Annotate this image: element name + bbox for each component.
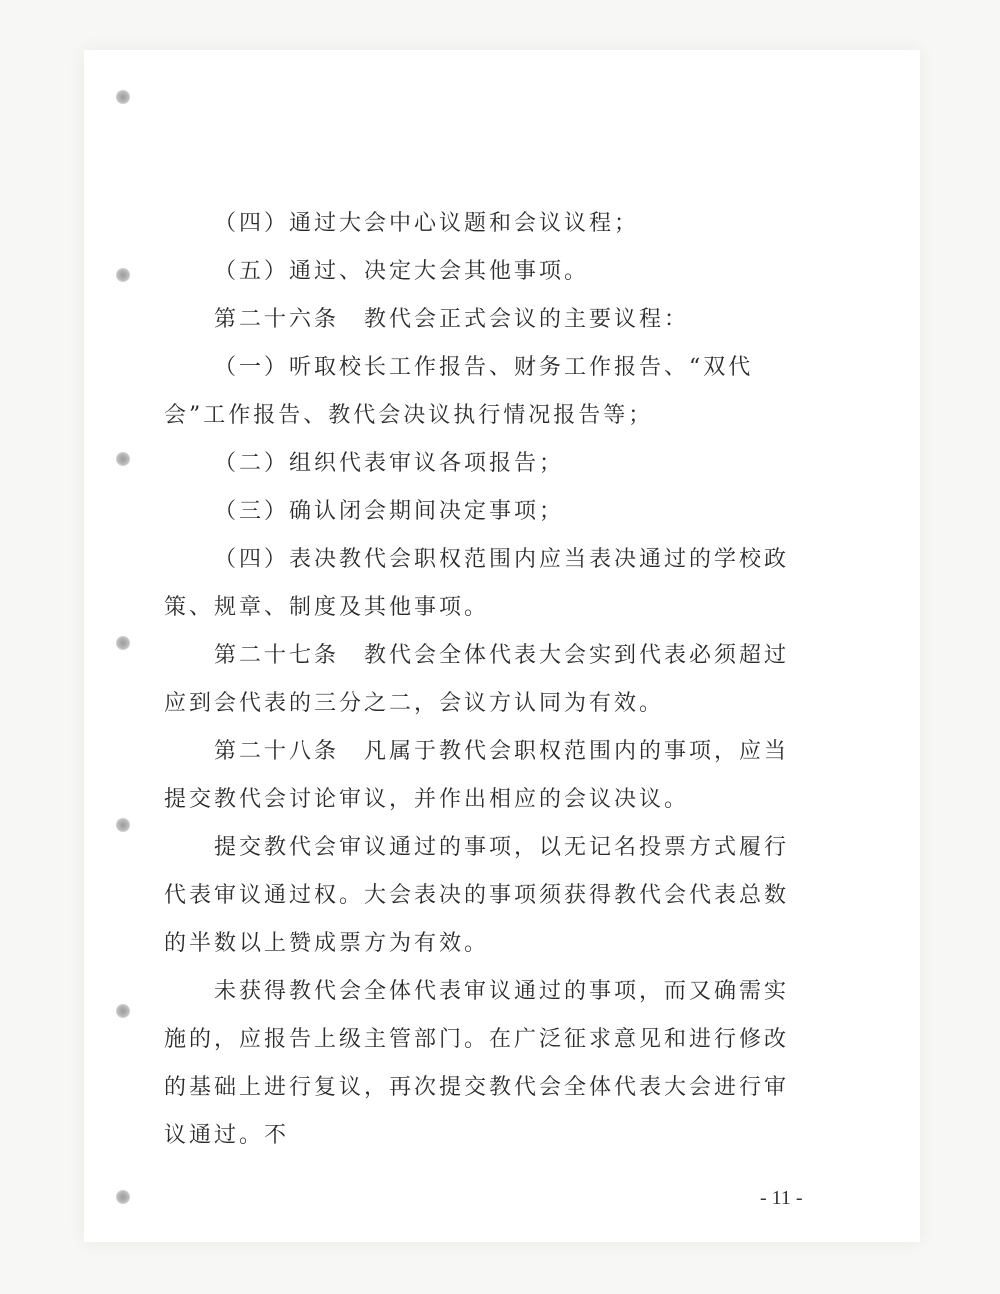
paragraph: （一）听取校长工作报告、财务工作报告、“双代会”工作报告、教代会决议执行情况报告等； <box>164 355 754 428</box>
binding-hole-mark <box>116 1004 130 1018</box>
paragraph: （四）表决教代会职权范围内应当表决通过的学校政策、规章、制度及其他事项。 <box>164 547 790 620</box>
page-number: - 11 - <box>760 1187 803 1209</box>
article-28: 第二十八条 凡属于教代会职权范围内的事项，应当提交教代会讨论审议，并作出相应的会议决议。 <box>164 739 790 812</box>
binding-hole-mark <box>116 90 130 104</box>
paragraph: （五）通过、决定大会其他事项。 <box>214 259 590 284</box>
paragraph: 提交教代会审议通过的事项，以无记名投票方式履行代表审议通过权。大会表决的事项须获得教代会代表总数的半数以上赞成票方为有效。 <box>164 835 790 956</box>
binding-hole-mark <box>116 818 130 832</box>
binding-hole-mark <box>116 636 130 650</box>
binding-hole-mark <box>116 268 130 282</box>
article-26-heading: 第二十六条 教代会正式会议的主要议程： <box>214 307 690 332</box>
binding-hole-mark <box>116 452 130 466</box>
binding-hole-mark <box>116 1190 130 1204</box>
document-body <box>164 200 804 1160</box>
paragraph: （二）组织代表审议各项报告； <box>214 451 565 476</box>
article-27: 第二十七条 教代会全体代表大会实到代表必须超过应到会代表的三分之二，会议方认同为有效。 <box>164 643 790 716</box>
paragraph: （四）通过大会中心议题和会议议程； <box>214 211 640 236</box>
paragraph: （三）确认闭会期间决定事项； <box>214 499 565 524</box>
paragraph: 未获得教代会全体代表审议通过的事项，而又确需实施的，应报告上级主管部门。在广泛征求意见和进行修改的基础上进行复议，再次提交教代会全体代表大会进行审议通过。不 <box>164 979 790 1148</box>
